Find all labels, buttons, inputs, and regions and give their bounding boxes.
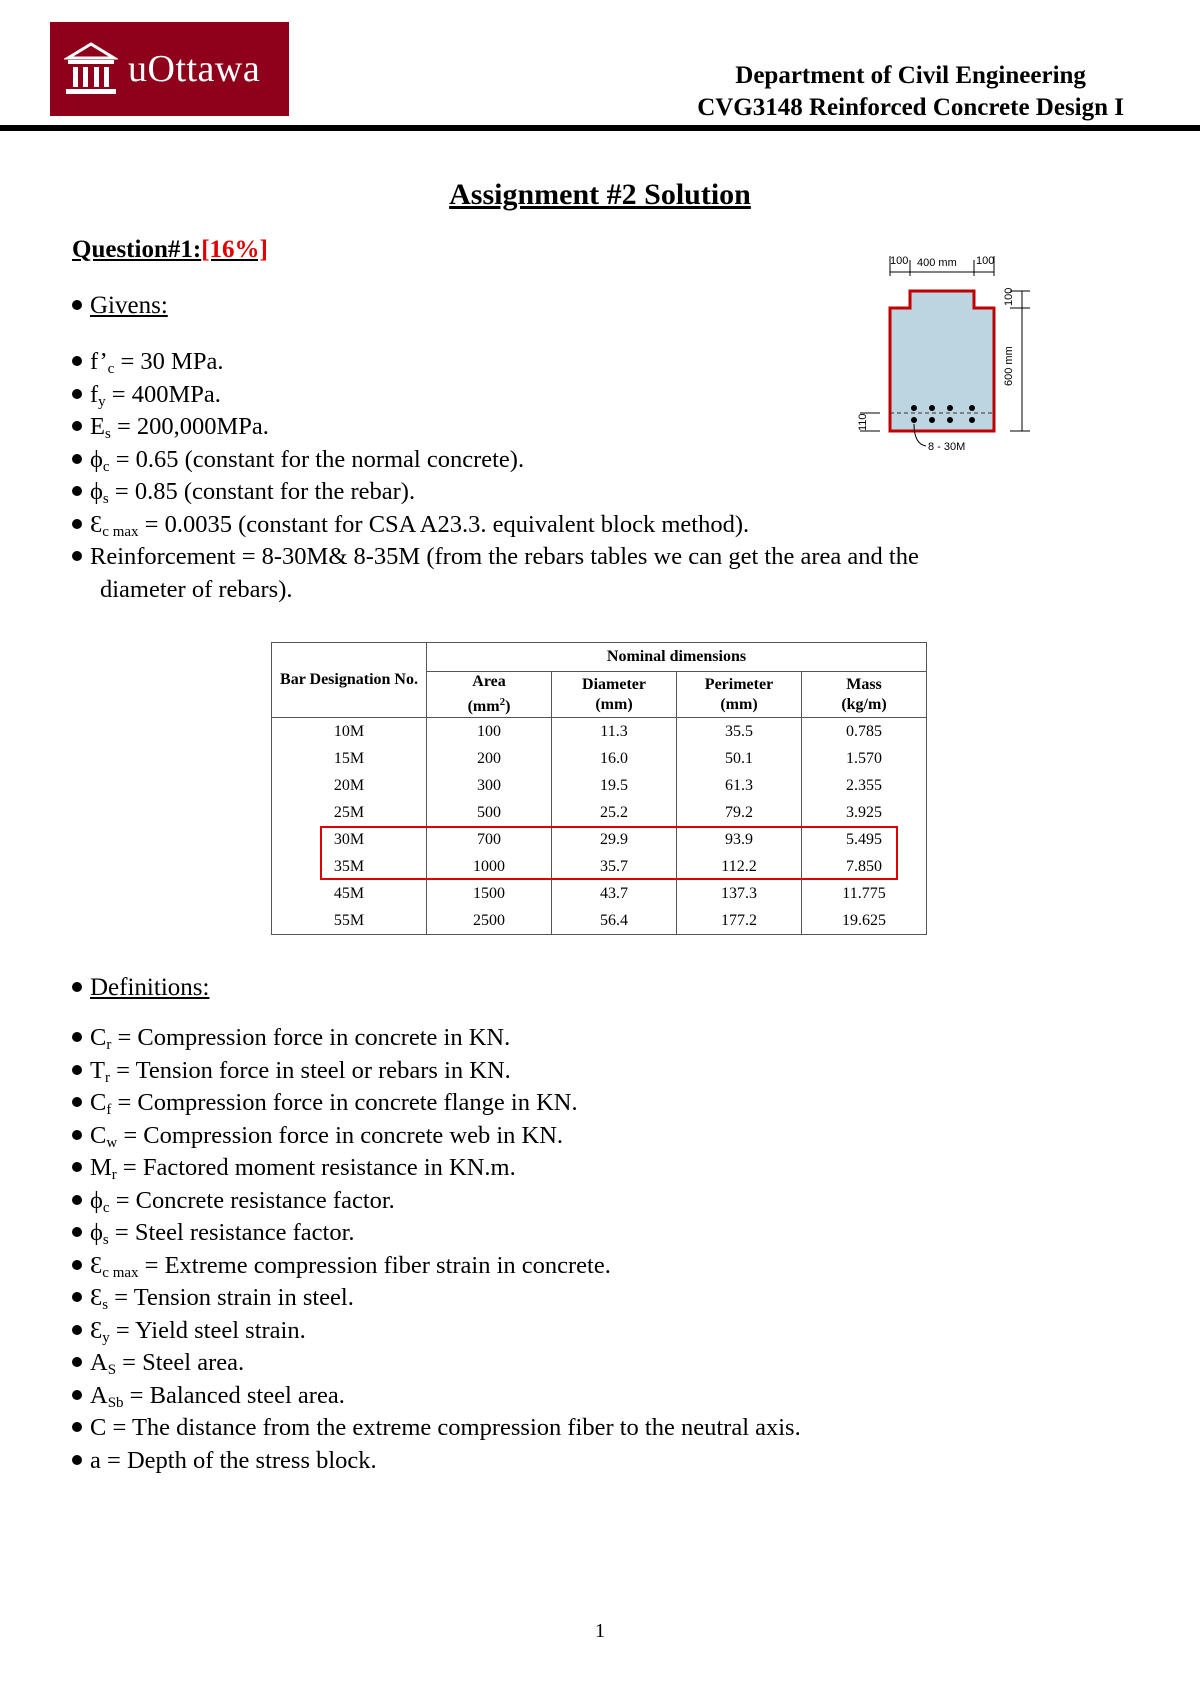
table-cell: 300 xyxy=(427,772,552,799)
list-item xyxy=(72,1445,801,1478)
table-row xyxy=(272,772,927,799)
item-text: = 30 MPa. xyxy=(114,348,224,375)
table-cell: 177.2 xyxy=(677,907,802,935)
dim-flange-text: 100 xyxy=(1003,287,1015,306)
reinforcement-item xyxy=(72,541,919,606)
table-cell: 1000 xyxy=(427,853,552,880)
item-text: = Factored moment resistance in KN.m. xyxy=(116,1154,516,1181)
item-text: = Yield steel strain. xyxy=(109,1316,306,1344)
subscript: w xyxy=(106,1134,118,1151)
department-name: Department of Civil Engineering xyxy=(735,62,1086,89)
table-cell: 700 xyxy=(427,826,552,853)
table-cell: 25.2 xyxy=(552,799,677,826)
table-cell: 200 xyxy=(427,745,552,772)
bullet-icon xyxy=(72,982,82,992)
beam-outline xyxy=(890,291,994,431)
reinforcement-cont-text: diameter of rebars). xyxy=(100,575,293,603)
bullet-icon xyxy=(72,519,82,529)
symbol: A xyxy=(90,1381,108,1409)
item-text: = Tension strain in steel. xyxy=(108,1284,354,1311)
bullet-icon xyxy=(72,1325,82,1335)
table-cell: 25M xyxy=(272,799,427,826)
bullet-icon xyxy=(72,1195,82,1205)
list-item xyxy=(72,346,749,379)
symbol: ϕ xyxy=(90,1219,103,1246)
subscript: s xyxy=(104,426,111,442)
bullet-icon xyxy=(72,421,82,431)
list-item xyxy=(72,1087,801,1120)
bars-label: 8 - 30M xyxy=(928,441,966,453)
item-text: = 0.65 (constant for the normal concrete). xyxy=(109,445,525,473)
table-head-designation: Bar Designation No. xyxy=(272,643,427,718)
item-text: = 0.85 (constant for the rebar). xyxy=(108,478,416,505)
item-text: = Compression force in concrete in KN. xyxy=(111,1024,511,1051)
list-item xyxy=(72,379,749,412)
table-cell: 100 xyxy=(427,718,552,746)
bullet-icon xyxy=(72,486,82,496)
symbol: M xyxy=(90,1154,112,1181)
definitions-heading-text: Definitions: xyxy=(90,974,210,1001)
list-item xyxy=(72,1055,801,1088)
table-cell: 93.9 xyxy=(677,826,802,853)
list-item xyxy=(72,1315,801,1348)
givens-heading-text: Givens: xyxy=(90,292,168,319)
table-cell: 35M xyxy=(272,853,427,880)
list-item xyxy=(72,541,919,574)
symbol: C xyxy=(90,1089,107,1116)
table-cell: 55M xyxy=(272,907,427,935)
bullet-icon xyxy=(72,551,82,561)
subscript: S xyxy=(107,1362,117,1378)
item-text: = Compression force in concrete web in KN. xyxy=(117,1121,564,1149)
bullet-icon xyxy=(72,1162,82,1172)
subscript: r xyxy=(104,1069,110,1086)
list-item xyxy=(72,444,749,477)
table-cell: 56.4 xyxy=(552,907,677,935)
symbol: C xyxy=(90,1121,107,1149)
subscript: r xyxy=(111,1167,117,1183)
table-row xyxy=(272,745,927,772)
item-text: = Compression force in concrete flange in KN. xyxy=(111,1089,578,1116)
table-cell: 15M xyxy=(272,745,427,772)
table-cell: 0.785 xyxy=(802,718,927,746)
table-cell: 45M xyxy=(272,880,427,907)
bullet-icon xyxy=(72,1422,82,1432)
list-item xyxy=(72,1250,801,1283)
table-cell: 3.925 xyxy=(802,799,927,826)
table-cell: 112.2 xyxy=(677,853,802,880)
subscript: c max xyxy=(102,1264,139,1281)
list-item xyxy=(72,574,919,607)
subscript: c xyxy=(102,1199,110,1216)
item-text: = Tension force in steel or rebars in KN. xyxy=(109,1056,511,1084)
question-heading xyxy=(72,236,268,264)
table-cell: 137.3 xyxy=(677,880,802,907)
table-cell: 29.9 xyxy=(552,826,677,853)
rebar-table xyxy=(271,642,927,935)
table-cell: 2500 xyxy=(427,907,552,935)
subscript: s xyxy=(102,491,109,507)
table-head-perimeter: Perimeter (mm) xyxy=(677,672,802,718)
item-text: = Balanced steel area. xyxy=(123,1381,345,1409)
definitions-heading xyxy=(72,974,209,1002)
table-head-area: Area $(mm^2)$ xyxy=(427,672,552,718)
item-text: = Extreme compression fiber strain in concrete. xyxy=(138,1251,611,1279)
item-text: = 0.0035 (constant for CSA A23.3. equivalent block method). xyxy=(138,510,750,538)
givens-list xyxy=(72,346,749,541)
table-cell: 500 xyxy=(427,799,552,826)
table-row xyxy=(272,718,927,746)
page-number: 1 xyxy=(595,1620,605,1642)
subscript: s xyxy=(102,1297,109,1313)
subscript: y xyxy=(98,393,106,410)
table-cell: 35.7 xyxy=(552,853,677,880)
symbol: ϕ xyxy=(90,445,103,473)
bullet-icon xyxy=(72,1292,82,1302)
item-text: = The distance from the extreme compression fiber to the neutral axis. xyxy=(106,1414,801,1441)
question-label: Question#1: xyxy=(72,236,202,263)
table-cell: 1.570 xyxy=(802,745,927,772)
table-cell: 1500 xyxy=(427,880,552,907)
table-cell: 5.495 xyxy=(802,826,927,853)
list-item xyxy=(72,1380,801,1413)
symbol: Ɛ xyxy=(90,1316,103,1344)
list-item xyxy=(72,1185,801,1218)
table-cell: 16.0 xyxy=(552,745,677,772)
table-cell: 11.3 xyxy=(552,718,677,746)
university-building-icon xyxy=(64,40,118,98)
item-text: = Steel area. xyxy=(116,1349,245,1376)
item-text: = 400MPa. xyxy=(105,380,221,408)
course-header xyxy=(697,60,1124,124)
question-weight: [16%] xyxy=(201,236,268,263)
list-item xyxy=(72,1217,801,1250)
symbol: T xyxy=(90,1056,105,1084)
item-text: = Concrete resistance factor. xyxy=(109,1186,395,1214)
subscript: c xyxy=(102,458,110,475)
table-cell: 20M xyxy=(272,772,427,799)
table-cell: 19.5 xyxy=(552,772,677,799)
bullet-icon xyxy=(72,300,82,310)
table-cell: 35.5 xyxy=(677,718,802,746)
table-cell: 61.3 xyxy=(677,772,802,799)
subscript: y xyxy=(102,1329,110,1346)
bullet-icon xyxy=(72,454,82,464)
dim-mid-text: 400 mm xyxy=(917,257,957,269)
list-item xyxy=(72,1022,801,1055)
item-text: = 200,000MPa. xyxy=(110,413,269,440)
list-item xyxy=(72,1412,801,1445)
dim-cover-text: 110 xyxy=(857,413,869,431)
dim-left-text: 100 xyxy=(890,255,909,267)
subscript: Sb xyxy=(107,1394,124,1411)
dim-height-text: 600 mm xyxy=(1003,346,1015,386)
symbol: Ɛ xyxy=(90,1284,103,1311)
reinforcement-text: Reinforcement = 8-30M& 8-35M (from the rebars tables we can get the area and the xyxy=(90,543,919,570)
symbol: C xyxy=(90,1024,107,1051)
symbol: E xyxy=(90,413,105,440)
table-cell: 79.2 xyxy=(677,799,802,826)
dim-right-text: 100 xyxy=(976,255,995,267)
beam-section-drawing xyxy=(850,248,1040,458)
table-cell: 10M xyxy=(272,718,427,746)
table-cell: 50.1 xyxy=(677,745,802,772)
table-row xyxy=(272,799,927,826)
table-cell: 19.625 xyxy=(802,907,927,935)
table-head-group: Nominal dimensions xyxy=(427,643,927,672)
symbol: f xyxy=(90,380,99,408)
subscript: c xyxy=(107,361,115,377)
item-text: = Steel resistance factor. xyxy=(108,1219,355,1246)
bullet-icon xyxy=(72,1065,82,1075)
subscript: f xyxy=(106,1102,112,1118)
highlight-box xyxy=(320,826,898,880)
bullet-icon xyxy=(72,356,82,366)
table-cell: 43.7 xyxy=(552,880,677,907)
givens-heading xyxy=(72,292,168,320)
table-cell: 11.775 xyxy=(802,880,927,907)
symbol: Ɛ xyxy=(90,1251,103,1279)
table-head-mass: Mass (kg/m) xyxy=(802,672,927,718)
table-cell: 7.850 xyxy=(802,853,927,880)
bullet-icon xyxy=(72,1390,82,1400)
bullet-icon xyxy=(72,1455,82,1465)
table-row xyxy=(272,880,927,907)
list-item xyxy=(72,1282,801,1315)
symbol: C xyxy=(90,1414,107,1441)
subscript: s xyxy=(102,1232,109,1248)
list-item xyxy=(72,1120,801,1153)
bullet-icon xyxy=(72,1097,82,1107)
symbol: a xyxy=(90,1446,101,1474)
definitions-list xyxy=(72,1022,801,1477)
uottawa-logo xyxy=(50,22,289,116)
list-item xyxy=(72,476,749,509)
header-rule xyxy=(0,125,1200,131)
list-item xyxy=(72,1347,801,1380)
symbol: ϕ xyxy=(90,478,103,505)
table-head-diameter: Diameter (mm) xyxy=(552,672,677,718)
bullet-icon xyxy=(72,1032,82,1042)
list-item xyxy=(72,411,749,444)
list-item xyxy=(72,509,749,542)
symbol: Ɛ xyxy=(90,510,103,538)
bullet-icon xyxy=(72,389,82,399)
symbol: ϕ xyxy=(90,1186,103,1214)
bullet-icon xyxy=(72,1357,82,1367)
list-item xyxy=(72,1152,801,1185)
symbol: A xyxy=(90,1349,108,1376)
table-cell: 30M xyxy=(272,826,427,853)
item-text: = Depth of the stress block. xyxy=(100,1446,377,1474)
page-title: Assignment #2 Solution xyxy=(449,178,751,211)
bullet-icon xyxy=(72,1227,82,1237)
subscript: r xyxy=(106,1037,112,1053)
course-name: CVG3148 Reinforced Concrete Design I xyxy=(697,94,1124,121)
table-row xyxy=(272,907,927,935)
table-cell: 2.355 xyxy=(802,772,927,799)
symbol: f’ xyxy=(90,348,108,375)
bullet-icon xyxy=(72,1260,82,1270)
bullet-icon xyxy=(72,1130,82,1140)
subscript: c max xyxy=(102,523,139,540)
logo-text: uOttawa xyxy=(128,48,261,90)
